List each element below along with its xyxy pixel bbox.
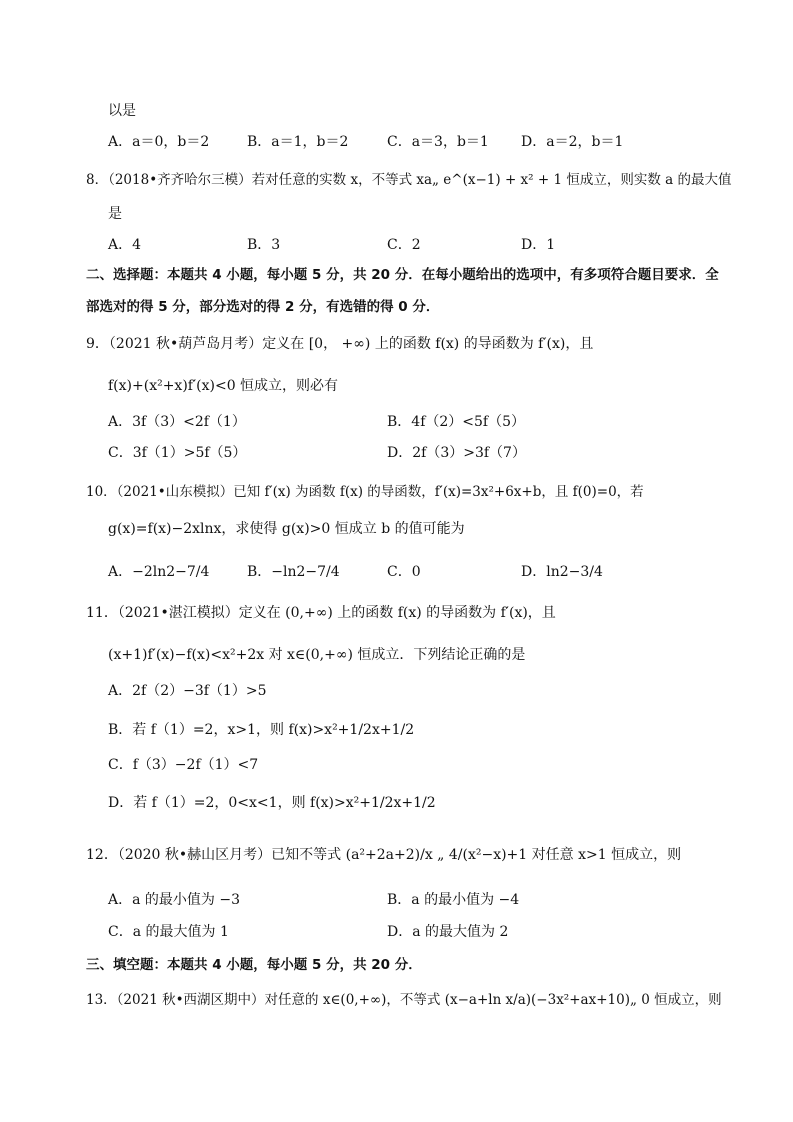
q12-line1: 12．（2020 秋•赫山区月考）已知不等式 (a²+2a+2)/x „ 4/(x²−x)+1 对任意 x>1 恒成立，则: [86, 847, 682, 863]
q9-option-b: B．4f（2）<5f（5）: [387, 414, 526, 430]
q7-tail: 以是: [108, 103, 136, 119]
q9-line2: f(x)+(x²+x)f′(x)<0 恒成立，则必有: [108, 378, 339, 394]
q11-line1: 11．（2021•湛江模拟）定义在 (0,+∞) 上的函数 f(x) 的导函数为 f′(x)，且: [86, 605, 556, 621]
q8-line1: 8．（2018•齐齐哈尔三模）若对任意的实数 x，不等式 xa„ e^(x−1) + x² + 1 恒成立，则实数 a 的最大值: [86, 172, 732, 188]
q8-option-d: D．1: [521, 237, 556, 253]
section2-heading-line2: 部选对的得 5 分，部分选对的得 2 分，有选错的得 0 分．: [86, 299, 440, 315]
q7-option-d: D．a＝2，b＝1: [521, 134, 624, 150]
section3-heading: 三、填空题：本题共 4 小题，每小题 5 分，共 20 分．: [86, 957, 422, 973]
q7-option-b: B．a＝1，b＝2: [247, 134, 349, 150]
q11-option-d: D．若 f（1）=2，0<x<1，则 f(x)>x²+1/2x+1/2: [108, 795, 436, 811]
q11-option-a: A．2f（2）−3f（1）>5: [108, 683, 267, 699]
q12-option-d: D．a 的最大值为 2: [387, 924, 509, 940]
q8-option-a: A．4: [108, 237, 142, 253]
q8-option-b: B．3: [247, 237, 281, 253]
q12-option-a: A．a 的最小值为 −3: [108, 892, 240, 908]
q9-line1: 9．（2021 秋•葫芦岛月考）定义在 [0， +∞) 上的函数 f(x) 的导函数为 f′(x)，且: [86, 336, 594, 352]
q10-option-d: D．ln2−3/4: [521, 564, 603, 580]
q10-option-b: B．−ln2−7/4: [247, 564, 340, 580]
q7-option-a: A．a＝0，b＝2: [108, 134, 210, 150]
q12-option-c: C．a 的最大值为 1: [108, 924, 229, 940]
q13-line1: 13．（2021 秋•西湖区期中）对任意的 x∈(0,+∞)，不等式 (x−a+ln x/a)(−3x²+ax+10)„ 0 恒成立，则: [86, 992, 722, 1008]
q8-line2: 是: [108, 206, 122, 222]
q12-option-b: B．a 的最小值为 −4: [387, 892, 520, 908]
q10-line1: 10．（2021•山东模拟）已知 f′(x) 为函数 f(x) 的导函数，f′(x)=3x²+6x+b，且 f(0)=0，若: [86, 484, 644, 500]
q11-option-b: B．若 f（1）=2，x>1，则 f(x)>x²+1/2x+1/2: [108, 722, 415, 738]
q8-option-c: C．2: [387, 237, 421, 253]
q10-option-a: A．−2ln2−7/4: [108, 564, 210, 580]
q9-option-c: C．3f（1）>5f（5）: [108, 445, 247, 461]
q11-line2: (x+1)f′(x)−f(x)<x²+2x 对 x∈(0,+∞) 恒成立．下列结论正确的是: [108, 647, 526, 663]
q9-option-d: D．2f（3）>3f（7）: [387, 445, 526, 461]
section2-heading-line1: 二、选择题：本题共 4 小题，每小题 5 分，共 20 分．在每小题给出的选项中，有多项符合题目要求．全: [86, 267, 719, 283]
q10-option-c: C．0: [387, 564, 421, 580]
q10-line2: g(x)=f(x)−2xlnx，求使得 g(x)>0 恒成立 b 的值可能为: [108, 521, 465, 537]
q11-option-c: C．f（3）−2f（1）<7: [108, 757, 259, 773]
q7-option-c: C．a＝3，b＝1: [387, 134, 489, 150]
q9-option-a: A．3f（3）<2f（1）: [108, 414, 246, 430]
